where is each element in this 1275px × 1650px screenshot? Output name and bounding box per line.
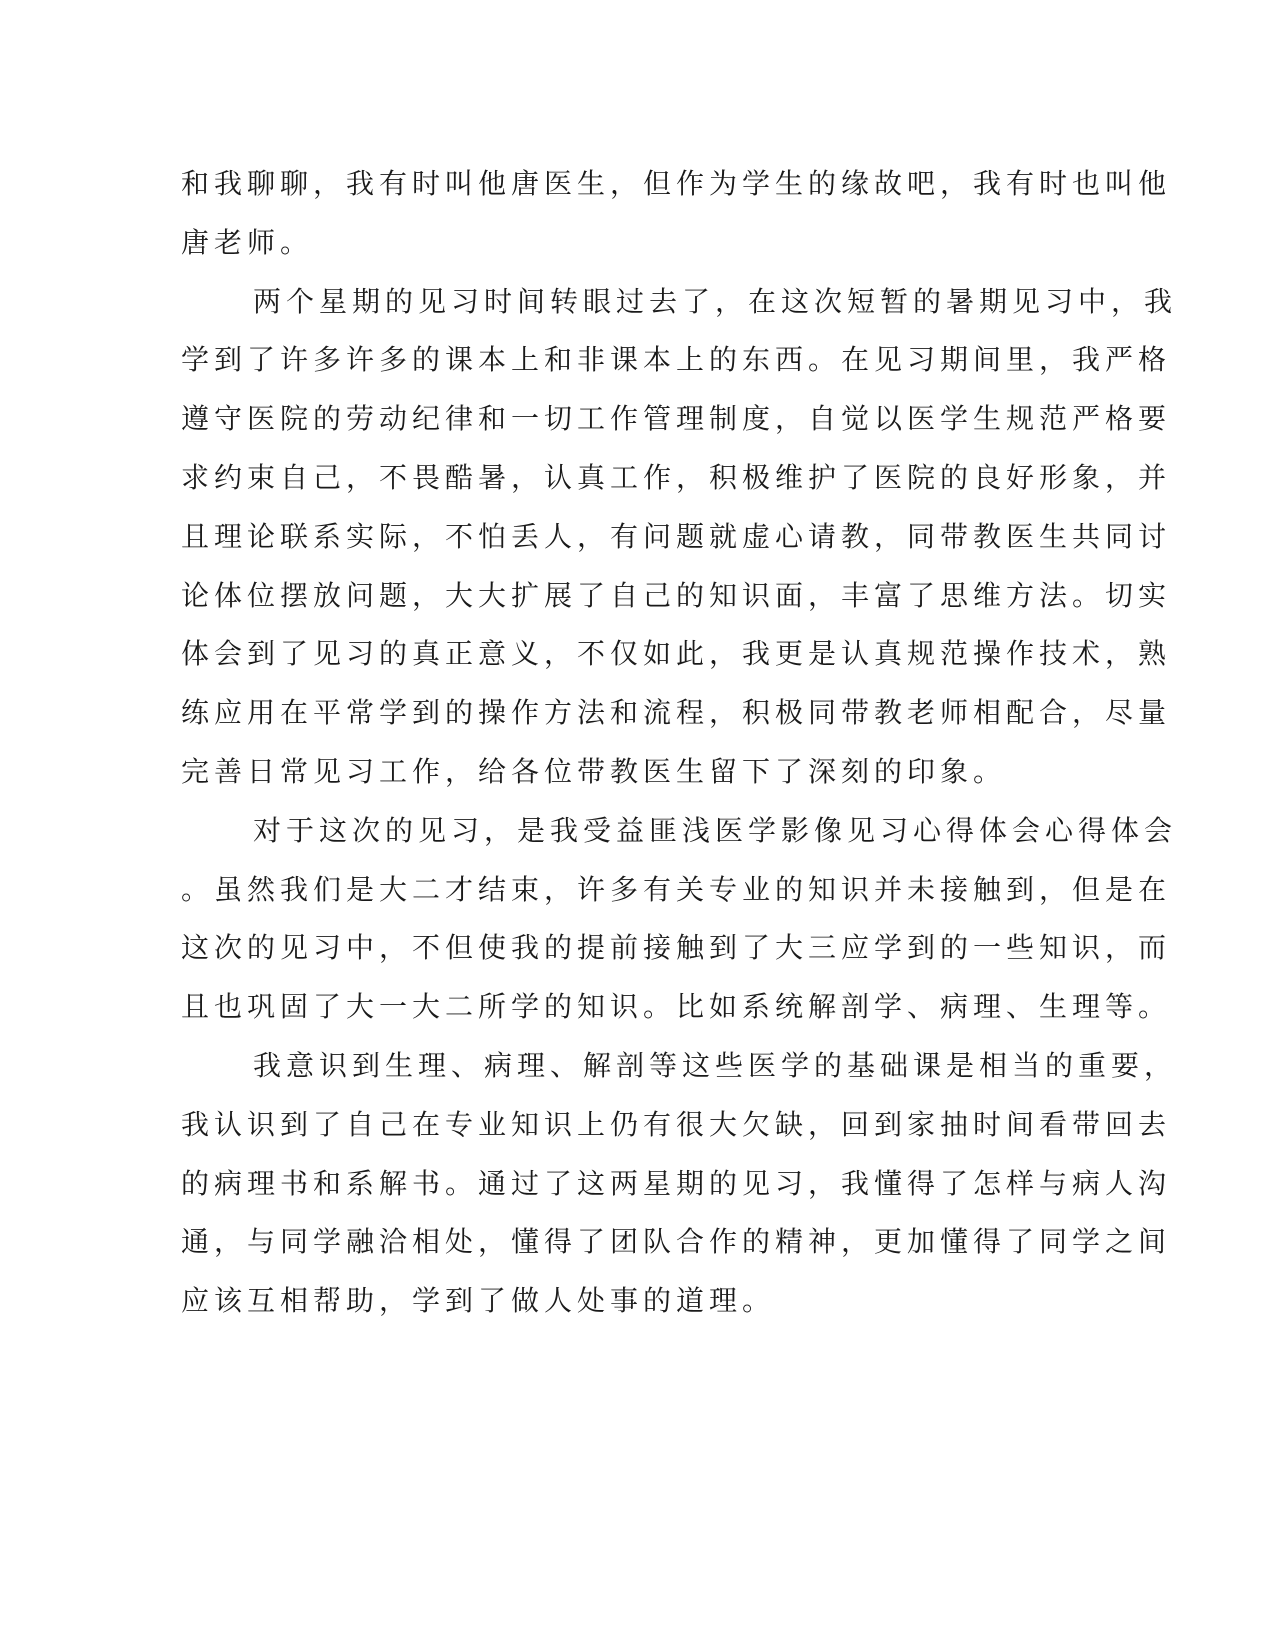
- text-line: 完善日常见习工作，给各位带教医生留下了深刻的印象。: [181, 754, 1007, 788]
- text-line: 求约束自己，不畏酷暑，认真工作，积极维护了医院的良好形象，并: [181, 460, 1172, 494]
- paragraph-benefits: [181, 802, 1178, 1037]
- text-line: 且也巩固了大一大二所学的知识。比如系统解剖学、病理、生理等。: [181, 990, 1172, 1024]
- text-line: 应该互相帮助，学到了做人处事的道理。: [181, 1284, 776, 1318]
- text-line: 我意识到生理、病理、解剖等这些医学的基础课是相当的重要，: [253, 1048, 1178, 1082]
- paragraph-reflection: [181, 1037, 1178, 1331]
- text-line: 这次的见习中，不但使我的提前接触到了大三应学到的一些知识，而: [181, 931, 1172, 965]
- text-line: 练应用在平常学到的操作方法和流程，积极同带教老师相配合，尽量: [181, 696, 1172, 730]
- text-line: 。虽然我们是大二才结束，许多有关专业的知识并未接触到，但是在: [181, 872, 1172, 906]
- text-line: 通，与同学融洽相处，懂得了团队合作的精神，更加懂得了同学之间: [181, 1225, 1172, 1259]
- paragraph-internship-summary: [181, 273, 1178, 802]
- text-line: 两个星期的见习时间转眼过去了，在这次短暂的暑期见习中，我: [253, 284, 1178, 318]
- text-line: 的病理书和系解书。通过了这两星期的见习，我懂得了怎样与病人沟: [181, 1166, 1172, 1200]
- text-line: 学到了许多许多的课本上和非课本上的东西。在见习期间里，我严格: [181, 343, 1172, 377]
- text-line: 论体位摆放问题，大大扩展了自己的知识面，丰富了思维方法。切实: [181, 578, 1172, 612]
- text-line: 遵守医院的劳动纪律和一切工作管理制度，自觉以医学生规范严格要: [181, 402, 1172, 436]
- paragraph-continuation: [181, 155, 1172, 273]
- text-line: 对于这次的见习，是我受益匪浅医学影像见习心得体会心得体会: [253, 813, 1178, 847]
- body-text: [181, 155, 1178, 1331]
- text-line: 和我聊聊，我有时叫他唐医生，但作为学生的缘故吧，我有时也叫他: [181, 167, 1172, 200]
- text-line: 唐老师。: [181, 225, 314, 259]
- text-line: 体会到了见习的真正意义，不仅如此，我更是认真规范操作技术，熟: [181, 637, 1172, 671]
- text-line: 且理论联系实际，不怕丢人，有问题就虚心请教，同带教医生共同讨: [181, 519, 1172, 553]
- text-line: 我认识到了自己在专业知识上仍有很大欠缺，回到家抽时间看带回去: [181, 1107, 1172, 1141]
